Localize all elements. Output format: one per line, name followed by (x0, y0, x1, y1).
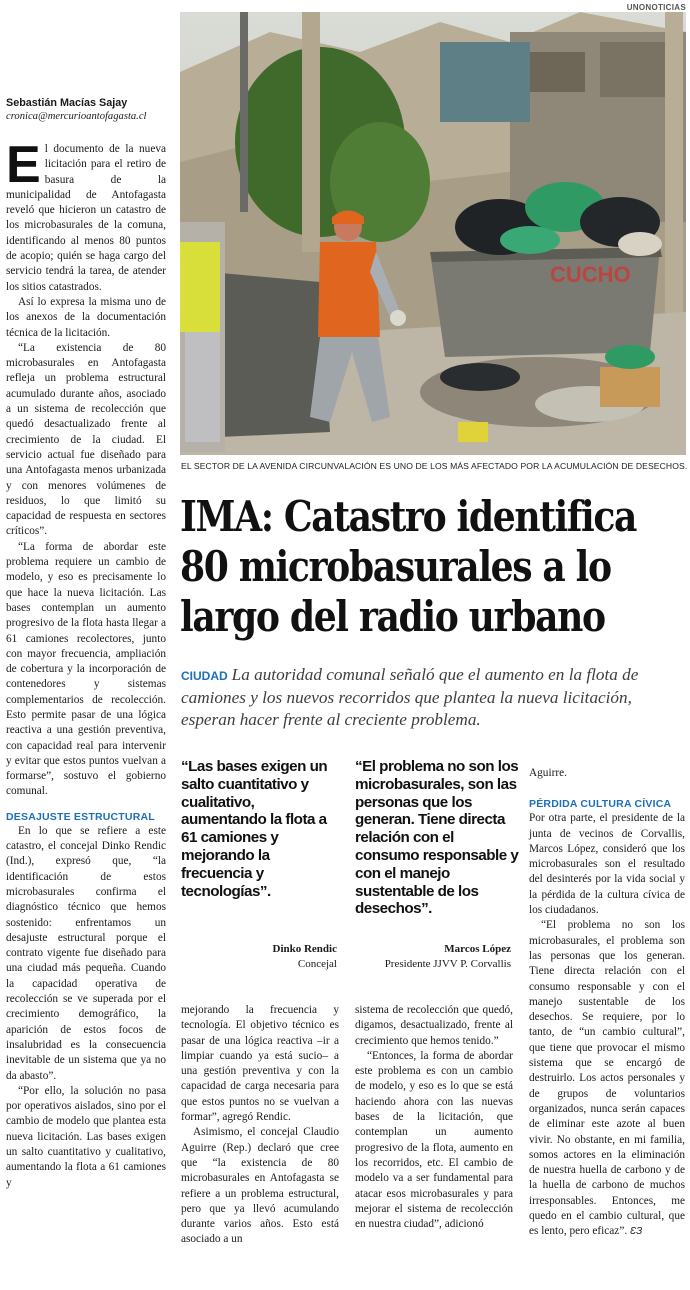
paragraph: En lo que se refiere a este catastro, el concejal Dinko Rendic (Ind.), expresó que, “la identificación de estos microbasurales confirma el diagnóstico técnico que hemos sostenido: enfrentamos un desajuste estructural porque el contrato vigente fue diseñado para una ciudad más pequeña. Cuando la capacidad operativa de recolección se ve superada por el crecimiento demográfico, la aparición de estos focos de insalubridad es la consecuencia inevitable de un sistema que ya no da abasto”. (6, 824, 166, 1082)
author-name: Sebastián Macías Sajay (6, 97, 128, 109)
section-subhead: DESAJUSTE ESTRUCTURAL (6, 810, 155, 823)
paragraph-text: “El problema no son los microbasurales, el problema son las personas que los generan. Tiene directa relación con el consumo responsable y con el manejo sustentable de los desechos. Se requiere, por lo tanto, de “un cambio cultural”, que tiene que provocar el mismo sistema que se encargó de destruirlo. Los actos personales y de grupos de voluntarios organizados, nunca serán capaces de eliminar este azote al buen vivir. No obstante, en mi familia, somos actores en la eliminación de nuestra huella de carbono y de la huella de carbono de muchos irresponsables. Entonces, me quedo en el cambio cultural, que es lento, pero eficaz”. (529, 919, 685, 1238)
paragraph: “Por ello, la solución no pasa por operativos aislados, sino por el cambio de modelo que plantea esta nueva licitación. Las bases exigen un salto cuantitativo y cualitativo, aumentando la flota a 61 camiones y (6, 1084, 166, 1189)
paragraph: “Entonces, la forma de abordar este problema es con un cambio de modelo, y eso es lo que se está haciendo ahora con las nuevas bases de la licitación, que contemplan un aumento progresivo de la flota, aumento en los recorridos, etc. El cambio de modelo va a ser fundamental para atacar esos microbasurales y para mejorar el sistema de recolección en nuestra ciudad”, adicionó (355, 1049, 513, 1231)
article-column-4 (529, 766, 685, 1240)
quote-author-role: Presidente JJVV P. Corvallis (384, 958, 511, 970)
pull-quote: “Las bases exigen un salto cuantitativo y cualitativo, aumentando la flota a 61 camiones y mejorando la frecuencia y tecnologías”. (181, 758, 328, 900)
container-painted-text: CUCHO (550, 262, 631, 287)
paragraph: Así lo expresa la misma uno de los anexos de la documentación técnica de la licitación. (6, 295, 166, 339)
paragraph: Por otra parte, el presidente de la junta de vecinos de Corvallis, Marcos López, consideró que los microbasurales son el resultado del desinterés por la vida social y la pérdida de la cultura cívica de los ciudadanos. (529, 812, 685, 917)
lede (181, 664, 687, 731)
pull-quote: “El problema no son los microbasurales, son las personas que los generan. Tiene directa relación con el consumo responsable y con el manejo sustentable de los desechos”. (355, 758, 519, 918)
paragraph-text: l documento de la nueva licitación para el retiro de basura de la municipalidad de Antofagasta reveló que hicieron un catastro de los microbasurales de la comuna, identificando al menos 80 puntos de acopio; quién se haga cargo del servicio tendrá la tarea, de atender los sitios catastrados. (6, 143, 166, 293)
paragraph (6, 136, 166, 295)
quote-attribution (355, 942, 511, 972)
paragraph (529, 918, 685, 1239)
paragraph: mejorando la frecuencia y tecnología. El objetivo técnico es pasar de una lógica reactiva –ir a limpiar cuando ya está sucio– a una gestión preventiva y con la capacidad de carga necesaria para que estos puntos no se vuelvan a formar”, agregó Rendic. (181, 1004, 339, 1124)
headline-line: IMA: Catastro identifica (180, 492, 637, 541)
author-email[interactable]: cronica@mercurioantofagasta.cl (6, 111, 147, 122)
article-column-3 (355, 1003, 513, 1232)
drop-cap: E (6, 136, 41, 194)
headline (180, 492, 687, 642)
headline-line: 80 microbasurales a lo (180, 542, 611, 591)
article-photo (180, 12, 686, 455)
section-subhead: PÉRDIDA CULTURA CÍVICA (529, 798, 672, 811)
section-tag[interactable]: CIUDAD (181, 669, 228, 683)
paragraph: Aguirre. (529, 767, 567, 779)
paragraph: “La forma de abordar este problema requiere un cambio de modelo, y eso es precisamente lo que hace la nueva licitación. Las bases contemplan un aumento progresivo de la flota hasta llegar a 61 camiones recolectores, junto con mayor frecuencia, ampliación de cobertura y la incorporación de contenedores y sistemas complementarios de recolección. Esto permite pasar de una lógica reactiva a una gestión preventiva, con capacidad real para intervenir y evitar que estos puntos vuelvan a formarse”, sostuvo el gobierno comunal. (6, 540, 166, 798)
photo-caption: EL SECTOR DE LA AVENIDA CIRCUNVALACIÓN ES UNO DE LOS MÁS AFECTADO POR LA ACUMULACIÓN DE DESECHOS. (181, 461, 688, 471)
end-mark-icon: ƐЗ (630, 1226, 643, 1238)
quote-author-name: Dinko Rendic (272, 943, 337, 955)
article-column-2 (181, 1003, 339, 1248)
quote-author-name: Marcos López (444, 943, 511, 955)
lede-text: La autoridad comunal señaló que el aumento en la flota de camiones y los nuevos recorridos que plantea la nueva licitación, esperan hacer frente al creciente problema. (181, 665, 639, 729)
headline-line: largo del radio urbano (180, 592, 605, 641)
paragraph: sistema de recolección que quedó, digamos, desactualizado, frente al crecimiento que hemos tenido.” (355, 1004, 513, 1047)
article-column-1 (6, 96, 166, 1191)
street-scene-illustration (180, 12, 686, 455)
paragraph: Asimismo, el concejal Claudio Aguirre (Rep.) declaró que cree que “la existencia de 80 microbasurales en Antofagasta se refiere a un problema estructural, pero que ya llevó acumulando durante varios años. Esto está asociado a un (181, 1126, 339, 1246)
publication-mark: UNONOTICIAS (626, 3, 686, 12)
quote-author-role: Concejal (297, 958, 337, 970)
quote-attribution (181, 942, 337, 972)
paragraph: “La existencia de 80 microbasurales en Antofagasta refleja un problema estructural acumulado durante años, asociado a un sistema de recolección que quedó desactualizado frente al crecimiento de la ciudad. El servicio actual fue diseñado para una Antofagasta menos urbanizada y con menores volúmenes de residuos, lo que limitó su capacidad de respuesta en sectores críticos”. (6, 341, 166, 538)
